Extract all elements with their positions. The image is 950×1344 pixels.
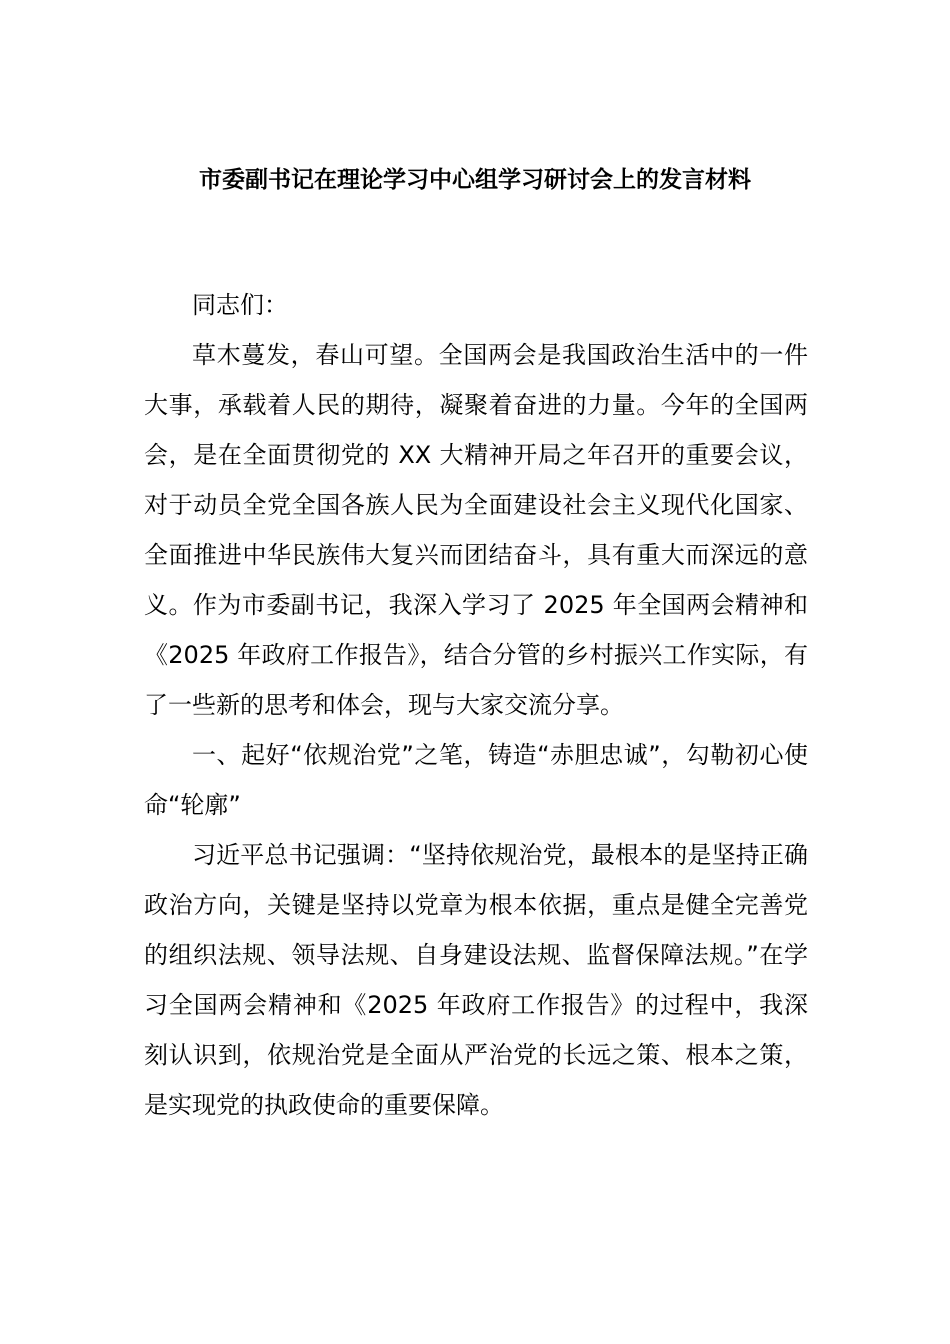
salutation: 同志们： xyxy=(192,291,288,319)
document-body xyxy=(144,280,808,1130)
document-title: 市委副书记在理论学习中心组学习研讨会上的发言材料 xyxy=(199,167,751,193)
paragraph-intro: 草木蔓发，春山可望。全国两会是我国政治生活中的一件大事，承载着人民的期待，凝聚着奋进的力量。今年的全国两会，是在全面贯彻党的 XX 大精神开局之年召开的重要会议，对于动员全党全国各族人民为全面建设社会主义现代化国家、全面推进中华民族伟大复兴而团结奋斗，具有重大而深远的意义。作为市委副书记，我深入学习了 2025 年全国两会精神和《2025 年政府工作报告》，结合分管的乡村振兴工作实际，有了一些新的思考和体会，现与大家交流分享。 xyxy=(144,341,808,719)
section-heading-1: 一、起好“依规治党”之笔，铸造“赤胆忠诚”，勾勒初心使命“轮廓” xyxy=(144,741,808,819)
paragraph-section-1: 习近平总书记强调：“坚持依规治党，最根本的是坚持正确政治方向，关键是坚持以党章为根本依据，重点是健全完善党的组织法规、领导法规、自身建设法规、监督保障法规。”在学习全国两会精神和《2025 年政府工作报告》的过程中，我深刻认识到，依规治党是全面从严治党的长远之策、根本之策，是实现党的执政使命的重要保障。 xyxy=(144,841,808,1119)
